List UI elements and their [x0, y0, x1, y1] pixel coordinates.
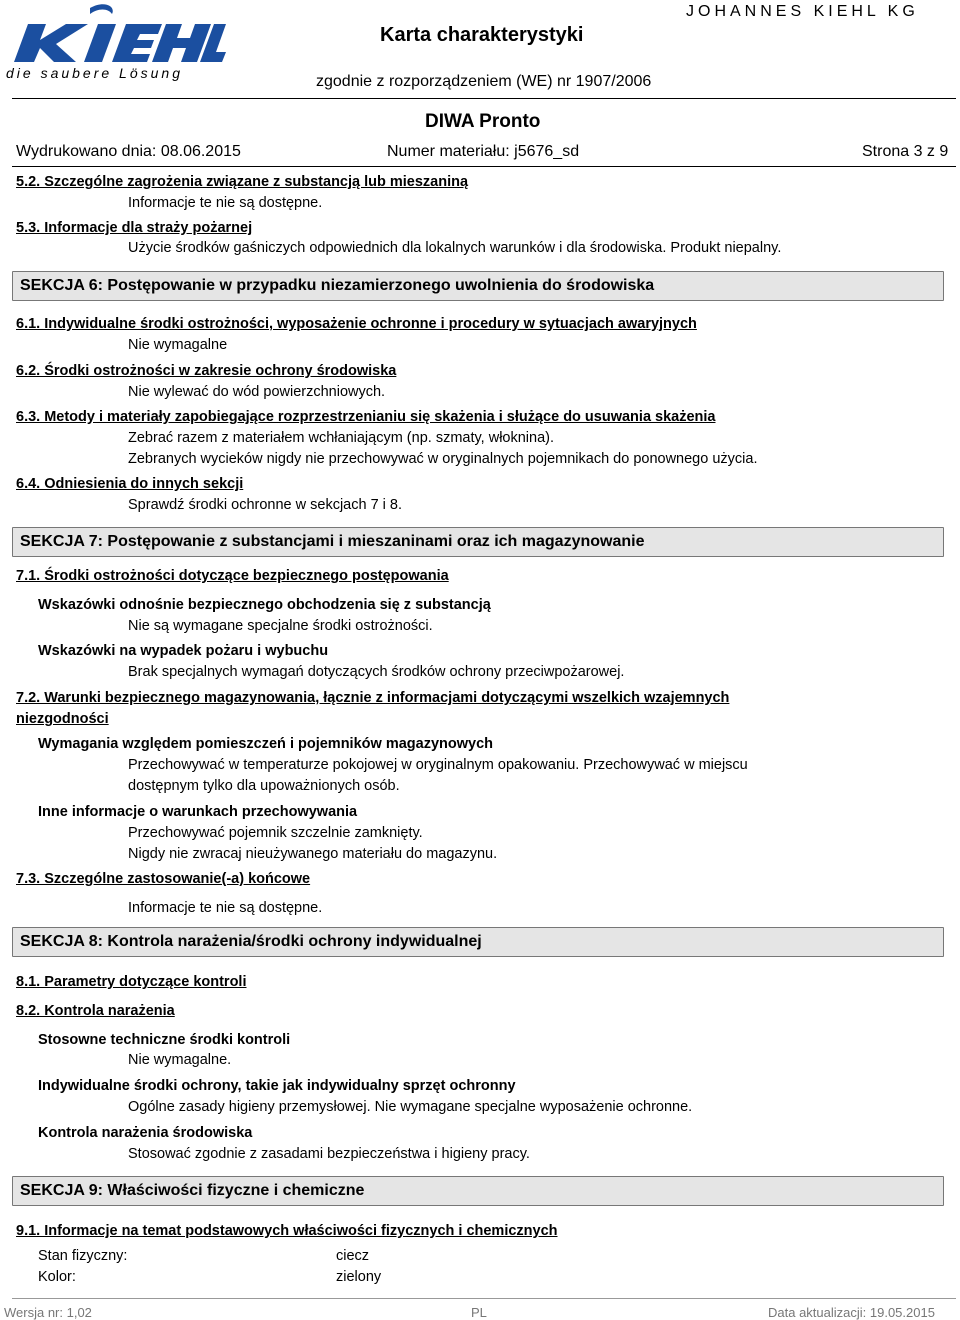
header-divider	[12, 98, 956, 99]
subsection-7-1-heading: 7.1. Środki ostrożności dotyczące bezpiecznego postępowania	[16, 568, 449, 584]
kiehl-logo	[4, 2, 226, 82]
label-color: Kolor:	[38, 1269, 76, 1285]
footer-language: PL	[471, 1305, 487, 1320]
label-safe-handling: Wskazówki odnośnie bezpiecznego obchodzenia się z substancją	[38, 597, 491, 613]
label-storage-other: Inne informacje o warunkach przechowywania	[38, 804, 358, 820]
section-7-header	[12, 527, 944, 557]
subsection-8-1-heading: 8.1. Parametry dotyczące kontroli	[16, 974, 247, 990]
label-personal-protection: Indywidualne środki ochrony, takie jak indywidualny sprzęt ochronny	[38, 1078, 516, 1094]
footer-divider	[12, 1298, 956, 1299]
label-engineering-controls: Stosowne techniczne środki kontroli	[38, 1032, 291, 1048]
subsection-6-2-text: Nie wylewać do wód powierzchniowych.	[128, 384, 386, 400]
subsection-8-2-heading: 8.2. Kontrola narażenia	[16, 1003, 175, 1019]
subsection-6-2-heading: 6.2. Środki ostrożności w zakresie ochrony środowiska	[16, 363, 397, 379]
section-9-header	[12, 1176, 944, 1206]
subsection-6-4-text: Sprawdź środki ochronne w sekcjach 7 i 8.	[128, 497, 403, 513]
subsection-6-1-heading: 6.1. Indywidualne środki ostrożności, wyposażenie ochronne i procedury w sytuacjach awaryjnych	[16, 316, 697, 332]
subsection-7-3-heading: 7.3. Szczególne zastosowanie(-a) końcowe	[16, 871, 311, 887]
subsection-7-3-text: Informacje te nie są dostępne.	[128, 900, 323, 916]
text-safe-handling: Nie są wymagane specjalne środki ostrożności.	[128, 618, 433, 634]
subsection-9-1-heading: 9.1. Informacje na temat podstawowych właściwości fizycznych i chemicznych	[16, 1223, 558, 1239]
regulation-reference: zgodnie z rozporządzeniem (WE) nr 1907/2006	[316, 73, 652, 90]
document-title: Karta charakterystyki	[380, 24, 584, 46]
subsection-5-3-text: Użycie środków gaśniczych odpowiednich dla lokalnych warunków i dla środowiska. Produkt niepalny.	[128, 240, 782, 256]
subsection-6-3-text-2: Zebranych wycieków nigdy nie przechowywać w oryginalnych pojemnikach do ponownego użycia.	[128, 451, 758, 467]
section-8-header	[12, 927, 944, 957]
section-7-title: SEKCJA 7: Postępowanie z substancjami i mieszaninami oraz ich magazynowanie	[20, 533, 645, 550]
subsection-7-2-heading-line1: 7.2. Warunki bezpiecznego magazynowania, łącznie z informacjami dotyczącymi wszelkich wzajemnych	[16, 690, 730, 706]
printed-date: Wydrukowano dnia: 08.06.2015	[16, 143, 241, 160]
text-personal-protection: Ogólne zasady higieny przemysłowej. Nie wymagane specjalne wyposażenie ochronne.	[128, 1099, 693, 1115]
section-6-title: SEKCJA 6: Postępowanie w przypadku niezamierzonego uwolnienia do środowiska	[20, 277, 655, 294]
value-physical-state: ciecz	[336, 1248, 370, 1264]
footer-updated-date: Data aktualizacji: 19.05.2015	[768, 1305, 935, 1320]
text-environmental-exposure: Stosować zgodnie z zasadami bezpieczeństwa i higieny pracy.	[128, 1146, 530, 1162]
logo-tagline: die saubere Lösung	[6, 65, 183, 81]
subsection-6-3-text-1: Zebrać razem z materiałem wchłaniającym (np. szmaty, włoknina).	[128, 430, 555, 446]
text-engineering-controls: Nie wymagalne.	[128, 1052, 232, 1068]
company-name: JOHANNES KIEHL KG	[686, 3, 919, 20]
subsection-5-2-text: Informacje te nie są dostępne.	[128, 195, 323, 211]
product-name: DIWA Pronto	[425, 111, 541, 132]
subsection-7-2-heading-line2: niezgodności	[16, 711, 109, 727]
section-9-title: SEKCJA 9: Właściwości fizyczne i chemiczne	[20, 1182, 365, 1199]
subsection-6-1-text: Nie wymagalne	[128, 337, 228, 353]
label-environmental-exposure: Kontrola narażenia środowiska	[38, 1125, 253, 1141]
value-color: zielony	[336, 1269, 382, 1285]
section-6-header	[12, 271, 944, 301]
header-bottom-divider	[12, 166, 956, 167]
section-8-title: SEKCJA 8: Kontrola narażenia/środki ochrony indywidualnej	[20, 933, 482, 950]
label-physical-state: Stan fizyczny:	[38, 1248, 128, 1264]
text-storage-rooms-2: dostępnym tylko dla upoważnionych osób.	[128, 778, 400, 794]
label-fire-explosion: Wskazówki na wypadek pożaru i wybuchu	[38, 643, 329, 659]
label-storage-rooms: Wymagania względem pomieszczeń i pojemników magazynowych	[38, 736, 493, 752]
subsection-5-3-heading: 5.3. Informacje dla straży pożarnej	[16, 220, 253, 236]
text-storage-other-1: Przechowywać pojemnik szczelnie zamknięty.	[128, 825, 423, 841]
text-fire-explosion: Brak specjalnych wymagań dotyczących środków ochrony przeciwpożarowej.	[128, 664, 625, 680]
subsection-5-2-heading: 5.2. Szczególne zagrożenia związane z substancją lub mieszaniną	[16, 174, 469, 190]
subsection-6-4-heading: 6.4. Odniesienia do innych sekcji	[16, 476, 244, 492]
text-storage-rooms-1: Przechowywać w temperaturze pokojowej w oryginalnym opakowaniu. Przechowywać w miejscu	[128, 757, 748, 773]
footer-version: Wersja nr: 1,02	[4, 1305, 92, 1320]
text-storage-other-2: Nigdy nie zwracaj nieużywanego materiału do magazynu.	[128, 846, 498, 862]
material-number: Numer materiału: j5676_sd	[387, 143, 580, 160]
subsection-6-3-heading: 6.3. Metody i materiały zapobiegające rozprzestrzenianiu się skażenia i służące do usuwania skażenia	[16, 409, 716, 425]
page-number: Strona 3 z 9	[862, 143, 949, 160]
